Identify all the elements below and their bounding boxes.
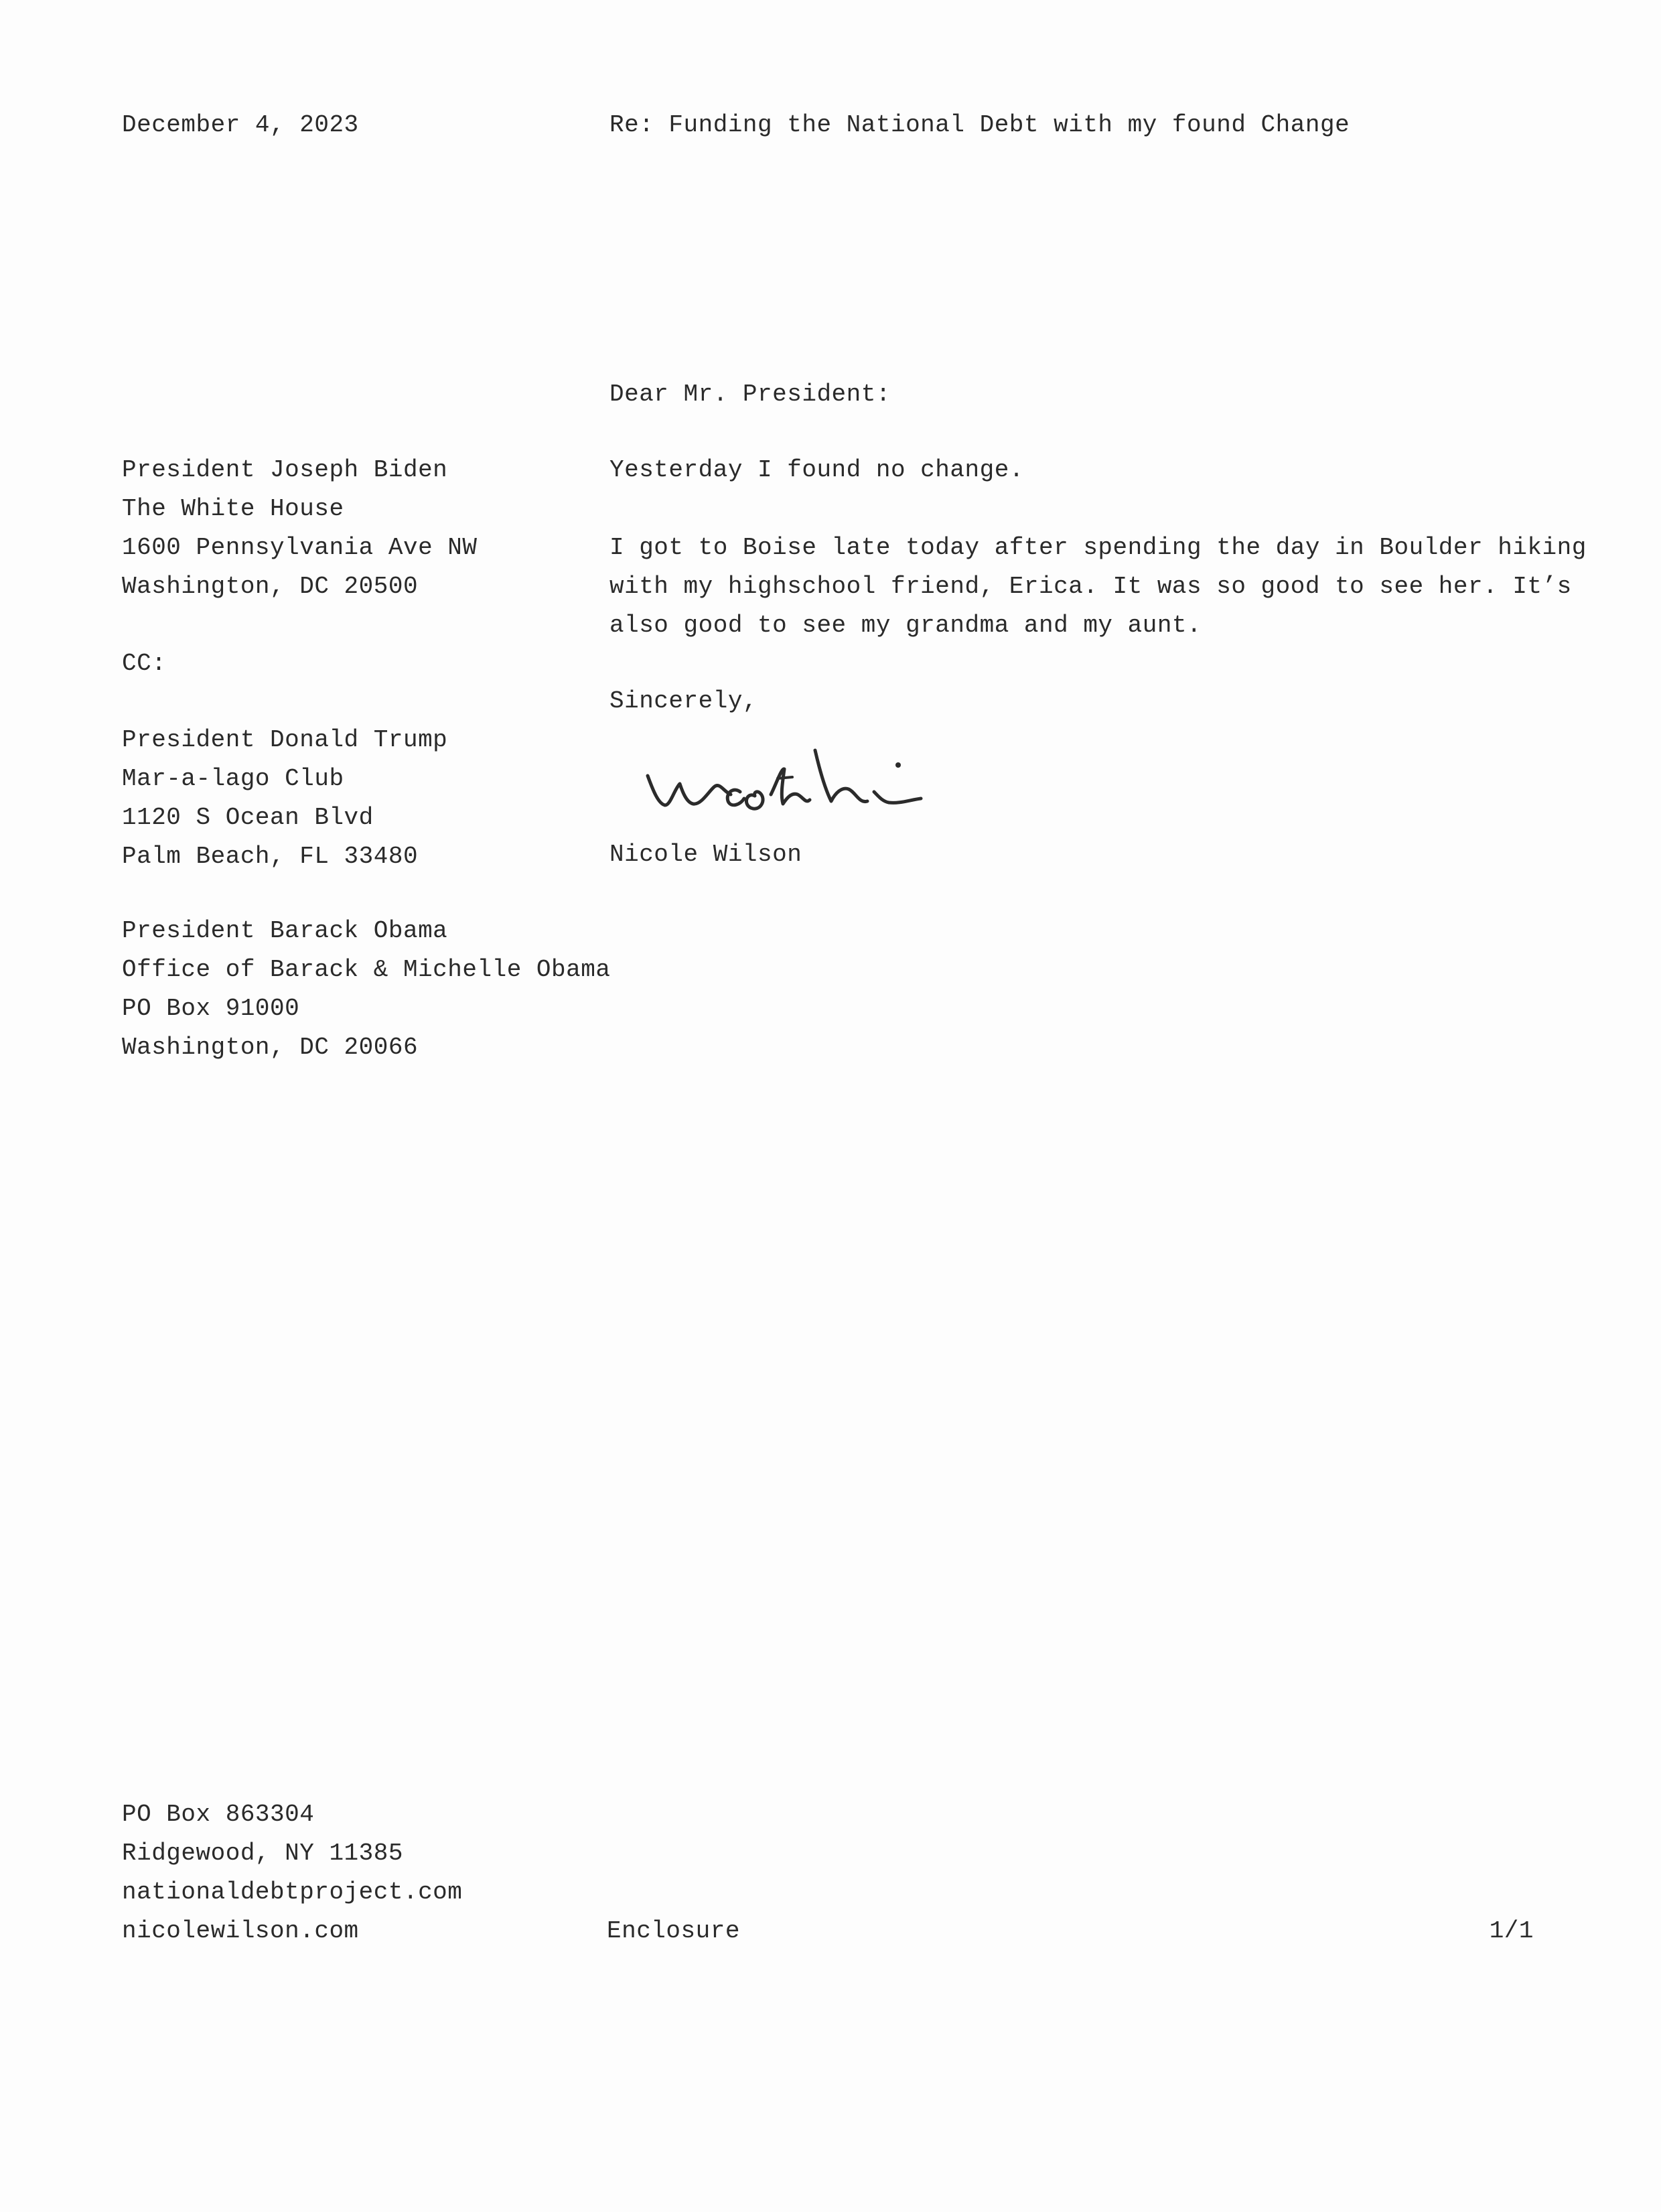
recipient-line: 1600 Pennsylvania Ave NW: [122, 534, 478, 561]
cc-line: Mar-a-lago Club: [122, 765, 344, 792]
sender-line: PO Box 863304: [122, 1801, 315, 1828]
paragraph-line: with my highschool friend, Erica. It was so good to see her. It’s: [609, 573, 1572, 600]
cc-line: Palm Beach, FL 33480: [122, 843, 419, 870]
paragraph-line: I got to Boise late today after spending the day in Boulder hiking: [609, 534, 1587, 561]
letter-date: December 4, 2023: [122, 111, 359, 139]
cc-line: PO Box 91000: [122, 995, 300, 1022]
cc-line: Washington, DC 20066: [122, 1034, 419, 1061]
signer-name: Nicole Wilson: [609, 841, 802, 868]
body-paragraph-1: Yesterday I found no change.: [609, 456, 1024, 484]
body-paragraph-2: [609, 529, 1587, 645]
salutation: Dear Mr. President:: [609, 381, 891, 408]
cc-address-1: [122, 721, 447, 876]
sender-line: nationaldebtproject.com: [122, 1878, 463, 1906]
sender-line: Ridgewood, NY 11385: [122, 1840, 403, 1867]
recipient-line: Washington, DC 20500: [122, 573, 419, 600]
recipient-address: [122, 451, 477, 606]
sender-line: nicolewilson.com: [122, 1917, 359, 1945]
cc-line: Office of Barack & Michelle Obama: [122, 956, 611, 983]
handwritten-signature: [640, 730, 988, 831]
sender-address: [122, 1795, 462, 1951]
letter-subject: Re: Funding the National Debt with my found Change: [609, 111, 1350, 139]
closing: Sincerely,: [609, 687, 758, 715]
cc-line: 1120 S Ocean Blvd: [122, 804, 374, 831]
recipient-line: President Joseph Biden: [122, 456, 448, 484]
cc-line: President Donald Trump: [122, 726, 448, 754]
cc-address-2: [122, 912, 610, 1067]
cc-line: President Barack Obama: [122, 917, 448, 945]
paragraph-line: also good to see my grandma and my aunt.: [609, 612, 1202, 639]
enclosure-note: Enclosure: [607, 1917, 740, 1945]
page-number: 1/1: [1489, 1917, 1534, 1945]
recipient-line: The White House: [122, 495, 344, 523]
cc-label: CC:: [122, 650, 167, 677]
